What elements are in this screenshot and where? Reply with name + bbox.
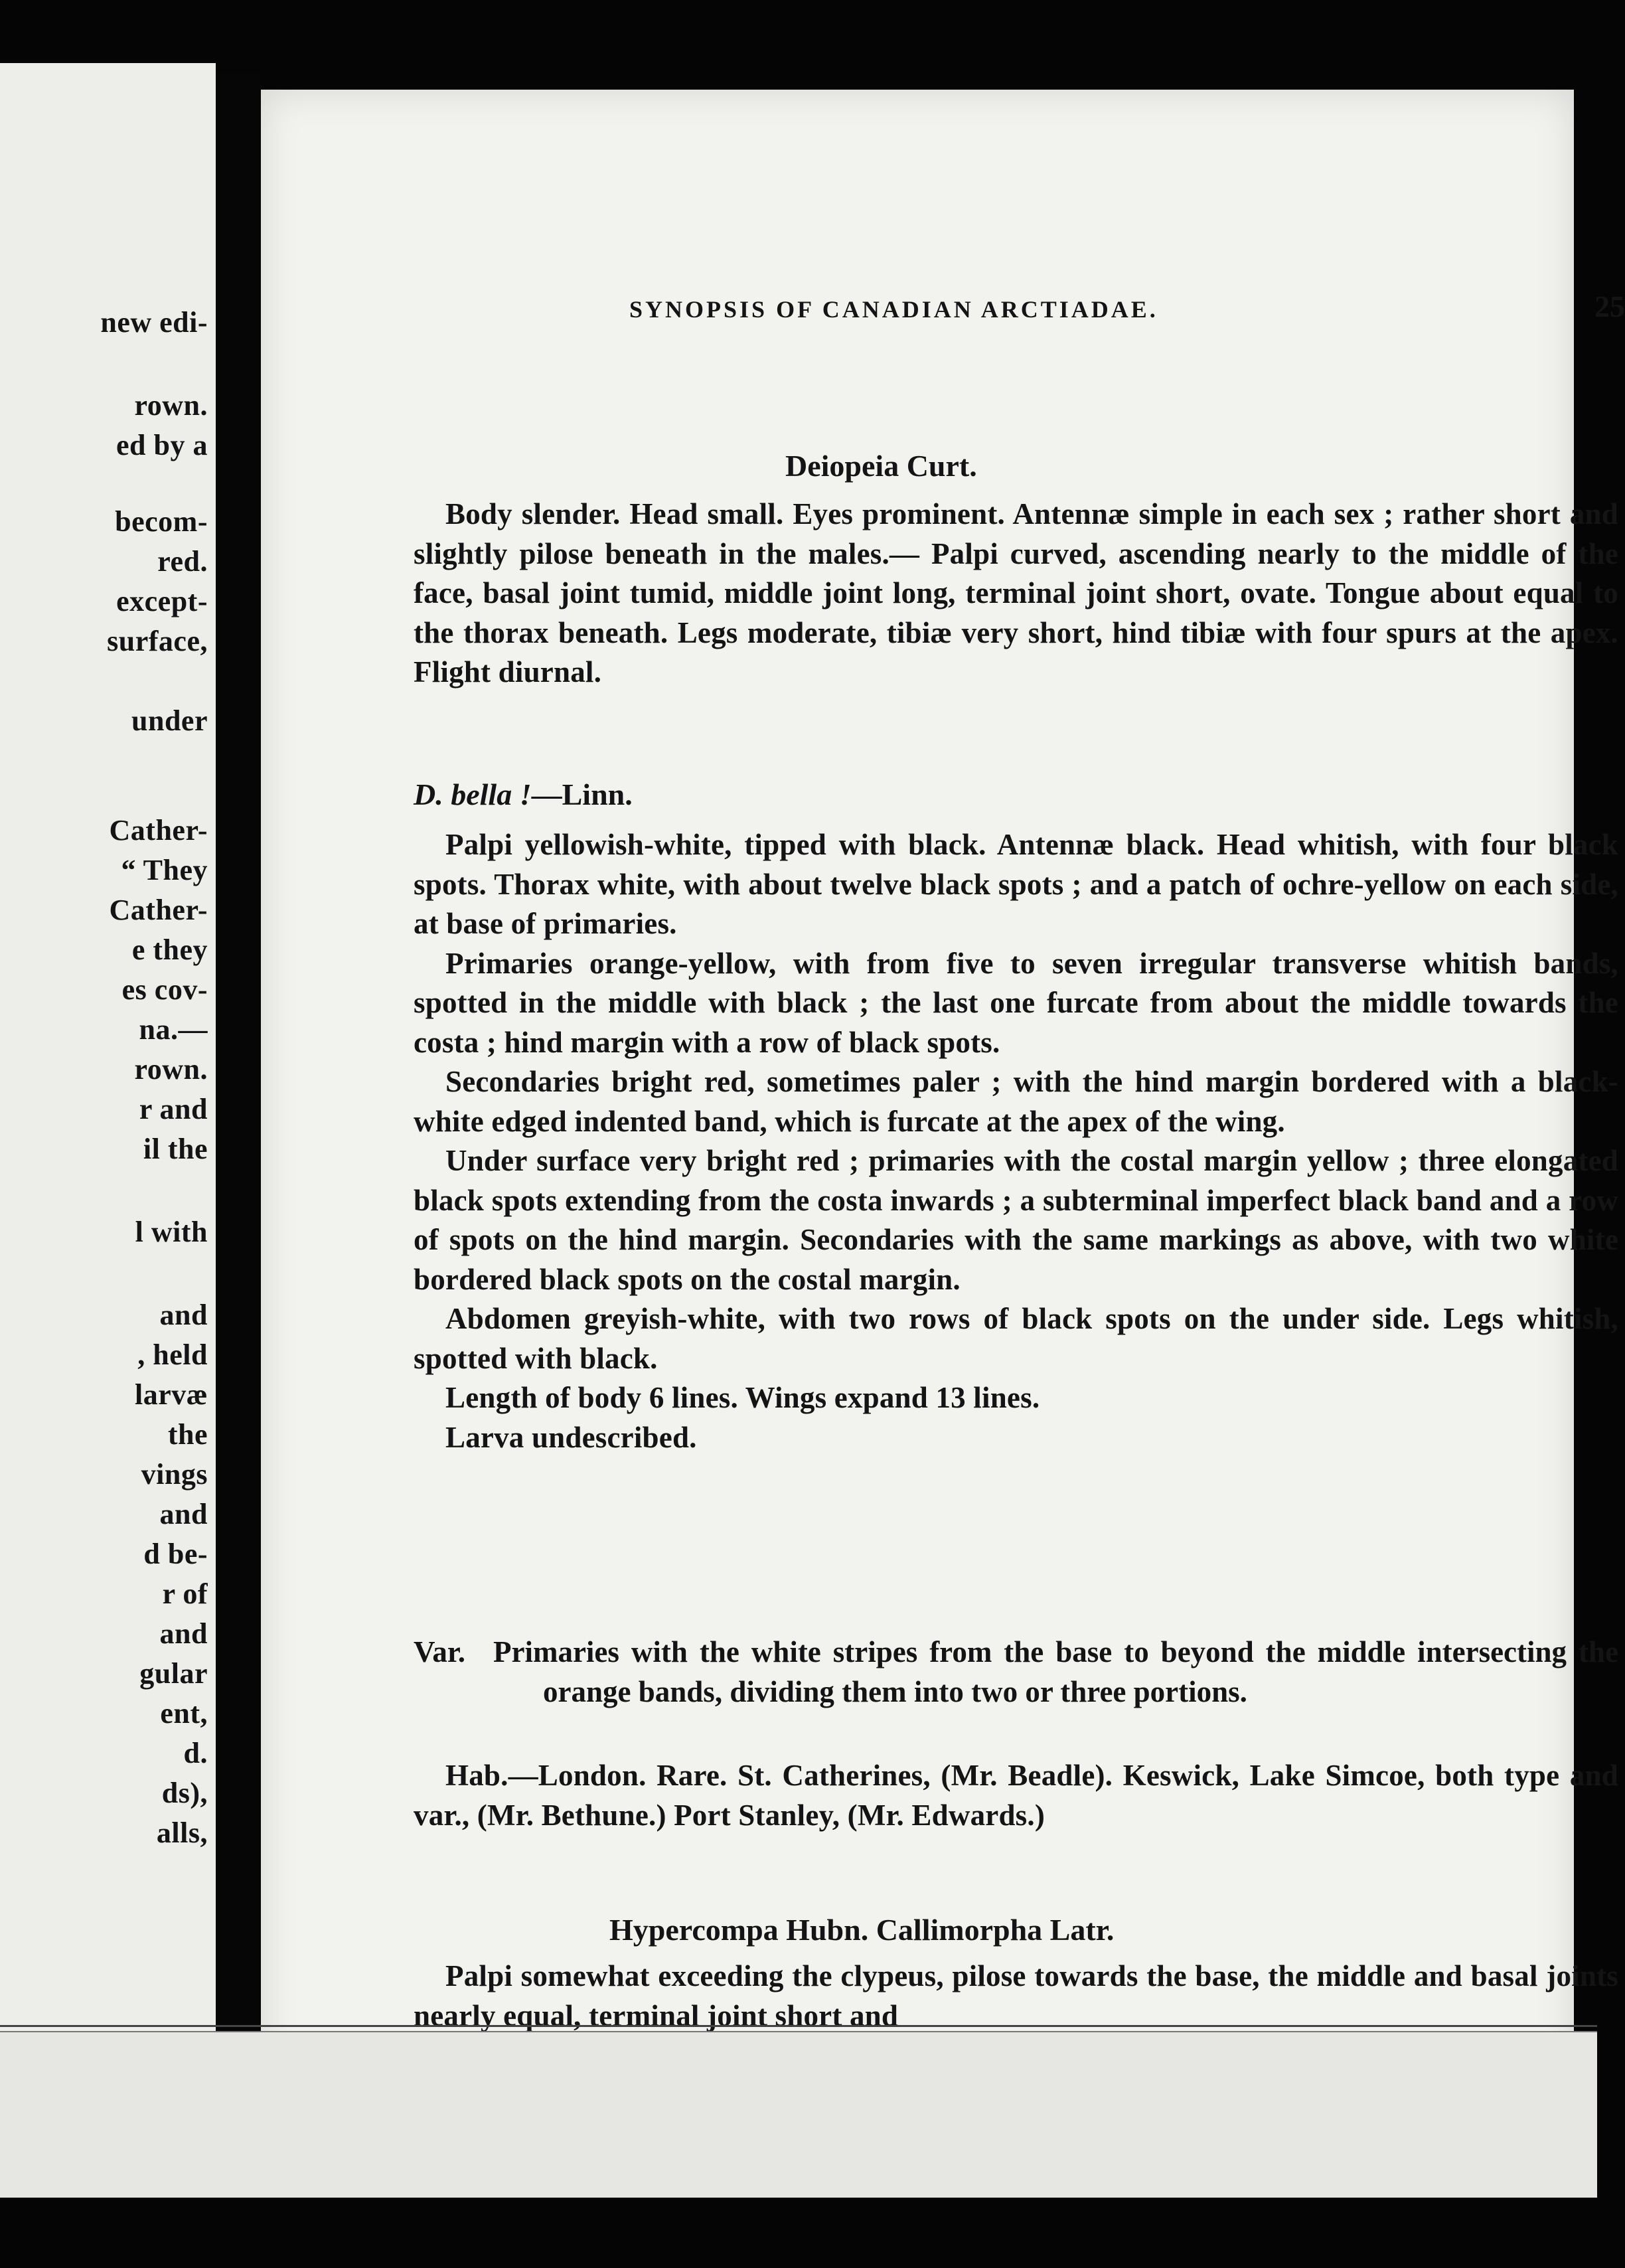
left-page-fragment: r of (162, 1578, 208, 1610)
running-head (629, 289, 1625, 323)
genus-description-2 (414, 1957, 1618, 2036)
left-page-fragment: d. (183, 1737, 208, 1769)
left-page-fragment: il the (143, 1133, 208, 1165)
left-page-fragment: d be- (143, 1538, 208, 1570)
left-page-fragment: rown. (134, 389, 208, 422)
left-page-fragment: gular (139, 1657, 208, 1690)
running-head-title: SYNOPSIS OF CANADIAN ARCTIADAE. (629, 296, 1158, 323)
left-page-fragment: na.— (139, 1013, 208, 1046)
genus-heading-hypercompa: Hypercompa Hubn. Callimorpha Latr. (609, 1913, 1115, 1947)
left-page-fragment: alls, (156, 1817, 208, 1849)
variety-text: Primaries with the white stripes from the base to beyond the middle intersecting the orange bands, dividing them into two or three portions. (493, 1635, 1618, 1708)
page-bottom-margin (0, 2032, 1597, 2198)
habitat-entry (414, 1756, 1618, 1835)
species-paragraph: Palpi yellowish-white, tipped with black. Antennæ black. Head whitish, with four black spots. Thorax white, with about twelve black spots ; and a patch of ochre-yellow on each side, at base of primaries. (414, 828, 1618, 940)
left-page-fragment: larvæ (134, 1378, 208, 1411)
species-author: —Linn. (531, 777, 633, 811)
bottom-rule (0, 2025, 1597, 2032)
left-page-fragment: red. (157, 545, 208, 578)
left-page-fragment: vings (141, 1458, 208, 1491)
left-page-fragment: except- (116, 585, 208, 617)
left-page-fragment: surface, (107, 625, 208, 657)
species-name: D. bella ! (414, 777, 532, 811)
book-page (261, 90, 1625, 2164)
species-paragraph: Secondaries bright red, sometimes paler ; with the hind margin bordered with a black-white edged indented band, which is furcate at the apex of the wing. (414, 1065, 1618, 1138)
left-page-fragment: new edi- (100, 306, 208, 339)
left-page-fragment: and (159, 1299, 208, 1331)
species-paragraph: Primaries orange-yellow, with from five to seven irregular transverse whitish bands, spotted in the middle with black ; the last one furcate from about the middle towards the costa ; hind margin with a row of black spots. (414, 946, 1618, 1059)
genus-description-text: Body slender. Head small. Eyes prominent. Antennæ simple in each sex ; rather short and slightly pilose beneath in the males.— Palpi curved, ascending nearly to the middle of the face, basal joint tumid, middle joint long, terminal joint short, ovate. Tongue about equal to the thorax beneath. Legs moderate, tibiæ very short, hind tibiæ with four spurs at the apex. Flight diurnal. (414, 497, 1618, 688)
left-page-fragment: es cov- (121, 973, 208, 1006)
variety-label: Var. (414, 1635, 465, 1668)
genus-description-2-text: Palpi somewhat exceeding the clypeus, pilose towards the base, the middle and basal joints nearly equal, terminal joint short and (414, 1959, 1618, 2032)
page-number: 25 (1594, 289, 1625, 323)
left-page-fragment: “ They (121, 854, 208, 886)
species-paragraph: Larva undescribed. (445, 1420, 697, 1454)
left-page-fragment: Cather- (109, 814, 208, 847)
left-page-fragment: and (159, 1498, 208, 1530)
left-page-fragment: under (131, 704, 208, 737)
left-page-fragment: ent, (160, 1697, 208, 1730)
species-paragraph: Abdomen greyish-white, with two rows of black spots on the under side. Legs whitish, spotted with black. (414, 1302, 1618, 1375)
species-paragraph: Under surface very bright red ; primaries with the costal margin yellow ; three elongated black spots extending from the costa inwards ; a subterminal imperfect black band and a row of spots on the hind margin. Secondaries with the same markings as above, with two white bordered black spots on the costal margin. (414, 1144, 1618, 1296)
left-page-fragment: Cather- (109, 894, 208, 926)
species-heading (414, 777, 633, 812)
left-page-fragment: rown. (134, 1053, 208, 1086)
genus-description (414, 495, 1618, 692)
left-page-fragment: ed by a (116, 429, 208, 461)
species-description (414, 825, 1618, 1457)
left-page-fragment: and (159, 1617, 208, 1650)
left-page-fragment: e they (131, 933, 208, 966)
left-page-fragment: l with (135, 1216, 208, 1248)
left-page-fragment: becom- (115, 505, 208, 538)
genus-heading-deiopeia: Deiopeia Curt. (785, 449, 977, 483)
left-page-fragment: , held (137, 1338, 208, 1371)
left-page-fragment: the (167, 1418, 208, 1451)
left-page-fragment: ds), (161, 1777, 208, 1809)
left-page-fragment: r and (139, 1093, 208, 1125)
left-facing-page (0, 63, 216, 2161)
habitat-text: Hab.—London. Rare. St. Catherines, (Mr. Beadle). Keswick, Lake Simcoe, both type and var., (Mr. Bethune.) Port Stanley, (Mr. Edwards.) (414, 1759, 1618, 1832)
book-gutter (216, 73, 261, 2191)
species-paragraph: Length of body 6 lines. Wings expand 13 lines. (445, 1381, 1040, 1414)
